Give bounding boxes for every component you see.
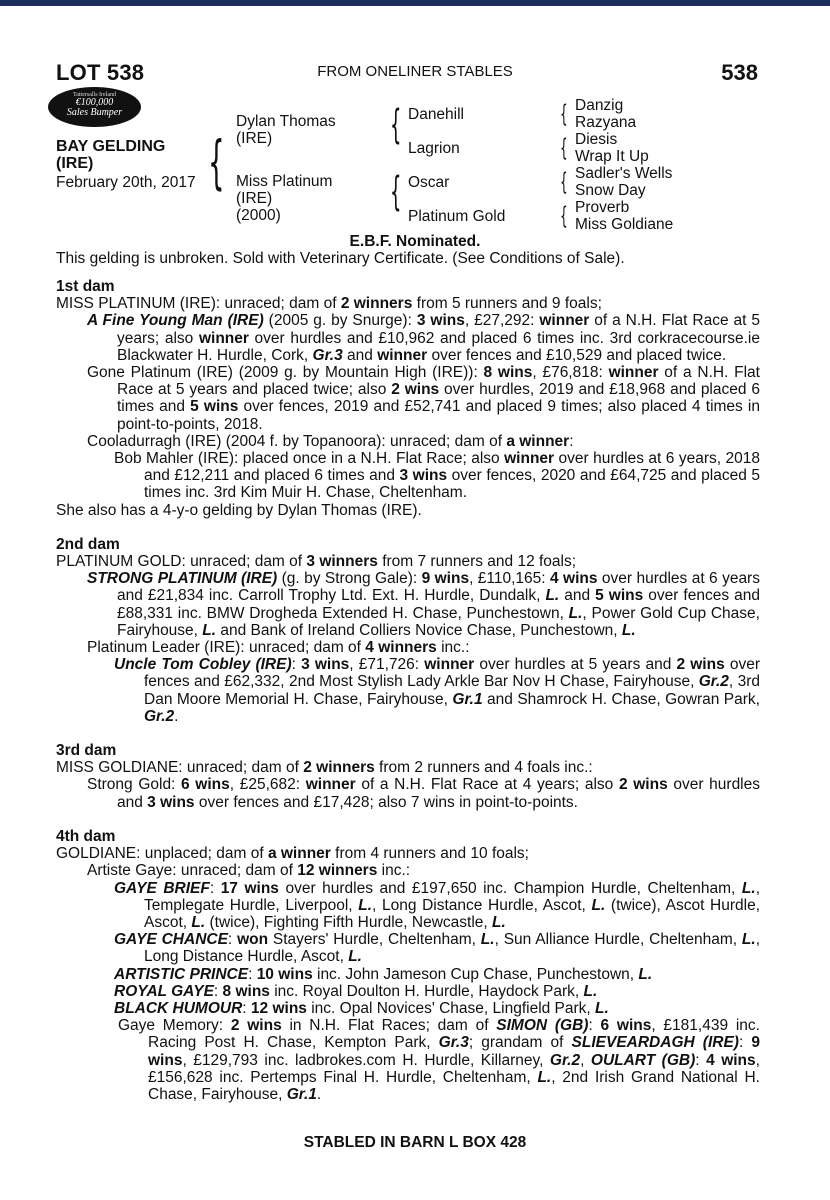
gen3-7: Proverb — [575, 199, 630, 216]
produce-entry: Gone Platinum (IRE) (2009 g. by Mountain High (IRE)): 8 wins, £76,818: winner of a N.H. Flat Race at 5 years and placed twice; also 2 wins over hurdles, 2019 and £18,968 and placed 6 times and 5 wins over fences, 2019 and £52,741 and placed 9 times; also placed 4 times in point-to-points, 2018. — [87, 364, 760, 433]
produce-entry: Gaye Memory: 2 wins in N.H. Flat Races; dam of SIMON (GB): 6 wins, £181,439 inc. Racing Post H. Chase, Kempton Park, Gr.3; grandam of SLIEVEARDAGH (IRE): 9 wins, £129,793 inc. ladbrokes.com H. Hurdle, Killarney, Gr.2, OULART (GB): 4 wins, £156,628 inc. Pertemps Final H. Hurdle, Cheltenham, L., 2nd Irish Grand National H. Chase, Fairyhouse, Gr.1. — [118, 1017, 760, 1103]
pedigree-brace-3d: { — [560, 202, 568, 230]
badge-line1: Tattersalls Ireland — [72, 92, 117, 98]
produce-entry: Platinum Leader (IRE): unraced; dam of 4 winners inc.: — [87, 639, 470, 657]
intro-text: This gelding is unbroken. Sold with Veterinary Certificate. (See Conditions of Sale). — [56, 250, 625, 267]
produce-entry: ARTISTIC PRINCE: 10 wins inc. John Jameson Cup Chase, Punchestown, L. — [114, 965, 653, 983]
dam3-summary: MISS GOLDIANE: unraced; dam of 2 winners from 2 runners and 4 foals inc.: — [56, 759, 593, 777]
horse-type-line1: BAY GELDING — [56, 138, 166, 155]
produce-entry: Bob Mahler (IRE): placed once in a N.H. Flat Race; also winner over hurdles at 6 years, 2018 and £12,211 and placed 6 times and 3 wins over fences, 2020 and £64,725 and placed 5 times inc. 3rd Kim Muir H. Chase, Cheltenham. — [114, 450, 760, 502]
dam1-summary: MISS PLATINUM (IRE): unraced; dam of 2 winners from 5 runners and 9 foals; — [56, 295, 602, 313]
pedigree-brace-3b: { — [560, 134, 568, 162]
heading-1st-dam: 1st dam — [56, 278, 115, 295]
pedigree-brace-3a: { — [560, 100, 568, 128]
consignor: FROM ONELINER STABLES — [317, 63, 513, 80]
horse-type-line2: (IRE) — [56, 155, 94, 172]
heading-3rd-dam: 3rd dam — [56, 742, 117, 760]
date-of-birth: February 20th, 2017 — [56, 174, 196, 191]
sire-country: (IRE) — [236, 130, 273, 147]
horse-type — [56, 138, 165, 172]
produce-entry: Artiste Gaye: unraced; dam of 12 winners inc.: — [87, 862, 411, 880]
produce-entry: Strong Gold: 6 wins, £25,682: winner of a N.H. Flat Race at 4 years; also 2 wins over hurdles and 3 wins over fences and £17,428; also 7 wins in point-to-points. — [87, 776, 760, 811]
heading-2nd-dam: 2nd dam — [56, 535, 120, 553]
catalogue-body — [56, 278, 760, 1103]
heading-4th-dam: 4th dam — [56, 827, 116, 845]
lot-number: 538 — [721, 60, 758, 85]
produce-entry: GAYE BRIEF: 17 wins over hurdles and £197,650 inc. Champion Hurdle, Cheltenham, L., Templegate Hurdle, Liverpool, L., Long Distance Hurdle, Ascot, L. (twice), Ascot Hurdle, Ascot, L. (twice), Fighting Fifth Hurdle, Newcastle, L. — [114, 879, 760, 931]
lot-label: LOT 538 — [56, 60, 145, 85]
pedigree-brace-main: { — [208, 128, 225, 196]
dam2-summary: PLATINUM GOLD: unraced; dam of 3 winners from 7 runners and 12 foals; — [56, 553, 577, 571]
produce-entry: ROYAL GAYE: 8 wins inc. Royal Doulton H. Hurdle, Haydock Park, L. — [114, 982, 598, 1000]
sire-name: Dylan Thomas — [236, 113, 336, 130]
gen3-5: Sadler's Wells — [575, 165, 673, 182]
sire — [236, 113, 336, 147]
produce-entry: STRONG PLATINUM (IRE) (g. by Strong Gale): 9 wins, £110,165: 4 wins over hurdles at 6 years and £21,834 inc. Carroll Trophy Ltd. Ext. H. Hurdle, Dundalk, L. and 5 wins over fences and £88,331 inc. BMW Drogheda Extended H. Chase, Punchestown, L., Power Gold Cup Chase, Fairyhouse, L. and Bank of Ireland Colliers Novice Chase, Punchestown, L. — [87, 570, 760, 639]
produce-entry: A Fine Young Man (IRE) (2005 g. by Snurge): 3 wins, £27,292: winner of a N.H. Flat Race at 5 years; also winner over hurdles and £10,962 and placed 6 times inc. 3rd corkracecourse.ie Blackwater H. Hurdle, Cork, Gr.3 and winner over fences and £10,529 and placed twice. — [87, 312, 760, 364]
produce-entry: GAYE CHANCE: won Stayers' Hurdle, Cheltenham, L., Sun Alliance Hurdle, Cheltenham, L., Long Distance Hurdle, Ascot, L. — [114, 931, 760, 966]
gen3-3: Diesis — [575, 131, 618, 148]
dam — [236, 173, 332, 224]
dam4-summary: GOLDIANE: unplaced; dam of a winner from 4 runners and 10 foals; — [56, 845, 529, 863]
pedigree-brace-dam: { — [390, 169, 402, 215]
produce-entry: Uncle Tom Cobley (IRE): 3 wins, £71,726: winner over hurdles at 5 years and 2 wins over fences and £62,332, 2nd Most Stylish Lady Arkle Bar Nov H Chase, Fairyhouse, Gr.2, 3rd Dan Moore Memorial H. Chase, Fairyhouse, Gr.1 and Shamrock H. Chase, Gowran Park, Gr.2. — [114, 656, 760, 725]
ebf-nomination: E.B.F. Nominated. — [349, 233, 481, 250]
dam-year: (2000) — [236, 207, 281, 224]
pedigree-brace-3c: { — [560, 168, 568, 196]
dam-country: (IRE) — [236, 190, 273, 207]
dam1-note: She also has a 4-y-o gelding by Dylan Thomas (IRE). — [56, 501, 422, 519]
sire-dam: Lagrion — [408, 140, 460, 157]
gen3-4: Wrap It Up — [575, 148, 649, 165]
dam-dam: Platinum Gold — [408, 208, 506, 225]
produce-entry: BLACK HUMOUR: 12 wins inc. Opal Novices' Chase, Lingfield Park, L. — [114, 999, 609, 1017]
stabling-info: STABLED IN BARN L BOX 428 — [303, 1134, 527, 1151]
pedigree-brace-sire: { — [390, 102, 402, 148]
gen3-2: Razyana — [575, 114, 637, 131]
gen3-6: Snow Day — [575, 182, 646, 199]
sales-bumper-badge — [48, 87, 141, 127]
top-border — [0, 0, 830, 6]
gen3-8: Miss Goldiane — [575, 216, 674, 233]
gen3-1: Danzig — [575, 97, 624, 114]
dam-name: Miss Platinum — [236, 173, 333, 190]
badge-line3: Sales Bumper — [66, 107, 123, 118]
produce-entry: Cooladurragh (IRE) (2004 f. by Topanoora): unraced; dam of a winner: — [87, 432, 574, 450]
badge-line2: €100,000 — [75, 97, 114, 108]
sire-sire: Danehill — [408, 106, 465, 123]
dam-sire: Oscar — [408, 174, 450, 191]
